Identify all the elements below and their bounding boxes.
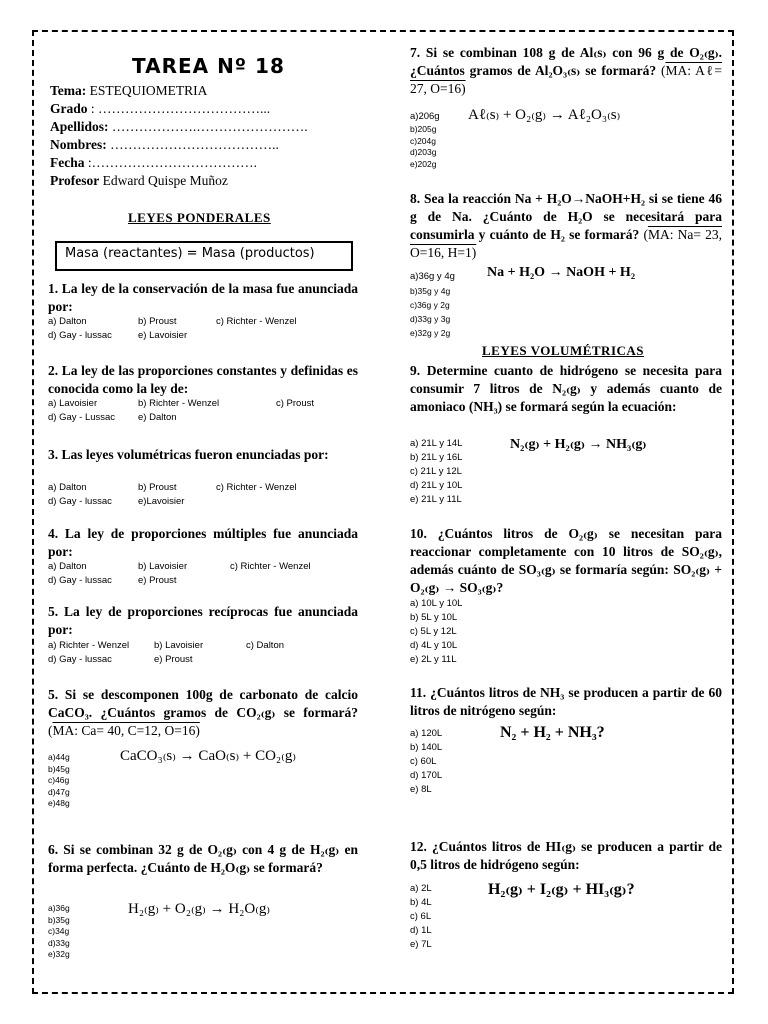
options-q2: a) Lavoisier b) Richter - Wenzel c) Proust d) Gay - Lussac e) Dalton [48, 398, 315, 423]
equation-q8: Na + H₂O → NaOH + H₂ [487, 265, 636, 280]
options-q5b: a)44g b)45g c)46g d)47g e)48g [48, 752, 70, 808]
options-q8: a)36g y 4g b)35g y 4g c)36g y 2g d)33g y 3g e)32g y 2g [410, 271, 455, 338]
options-q3: a) Dalton b) Proust c) Richter - Wenzel d) Gay - lussac e)Lavoisier [48, 482, 297, 507]
question-5: 5. La ley de proporciones recíprocas fue anunciada por: [48, 604, 358, 637]
question-10: 10. ¿Cuántos litros de O₂₍g₎ se necesitan para reaccionar completamente con 10 litros de SO₂₍g₎, además cuánto de SO₃₍g₎ se formaría según: SO₂₍g₎ + O₂₍g₎ → SO₃₍g₎? [410, 526, 722, 595]
formula-box: Masa (reactantes) = Masa (productos) [55, 241, 353, 271]
question-12: 12. ¿Cuántos litros de HI₍g₎ se producen a partir de 0,5 litros de hidrógeno según: [410, 839, 722, 872]
question-5b: 5. Si se descomponen 100g de carbonato de calcio CaCO₃. ¿Cuántos gramos de CO₂₍g₎ se formará? (MA: Ca= 40, C=12, O=16) [48, 687, 358, 738]
field-fecha: Fecha :………………………………. [50, 155, 258, 170]
field-apellidos: Apellidos: ……………….……………………. [50, 119, 308, 134]
field-profesor: Profesor Edward Quispe Muñoz [50, 173, 228, 188]
options-q12: a) 2L b) 4L c) 6L d) 1L e) 7L [410, 883, 432, 950]
page-title: TAREA Nº 18 [132, 54, 285, 78]
equation-q7: Aℓ₍s₎ + O₂₍g₎ → Aℓ₂O₃₍s₎ [468, 107, 621, 123]
options-q10: a) 10L y 10L b) 5L y 10L c) 5L y 12L d) 4L y 10L e) 2L y 11L [410, 598, 463, 665]
question-4: 4. La ley de proporciones múltiples fue anunciada por: [48, 526, 358, 559]
options-q1: a) Dalton b) Proust c) Richter - Wenzel d) Gay - lussac e) Lavoisier [48, 316, 297, 341]
question-6: 6. Si se combinan 32 g de O₂₍g₎ con 4 g de H₂₍g₎ en forma perfecta. ¿Cuánto de H₂O₍g₎ se formará? [48, 842, 358, 875]
options-q4: a) Dalton b) Lavoisier c) Richter - Wenzel d) Gay - lussac e) Proust [48, 561, 311, 586]
equation-q12: H₂₍g₎ + I₂₍g₎ + HI₃₍g₎? [488, 881, 635, 898]
options-q5: a) Richter - Wenzel b) Lavoisier c) Dalton d) Gay - lussac e) Proust [48, 640, 285, 665]
field-grado: Grado : ………………………………... [50, 101, 271, 116]
equation-q5b: CaCO₃₍s₎ → CaO₍s₎ + CO₂₍g₎ [120, 748, 297, 764]
question-3: 3. Las leyes volumétricas fueron enunciadas por: [48, 447, 329, 462]
header-fields [50, 82, 308, 190]
options-q6: a)36g b)35g c)34g d)33g e)32g [48, 903, 70, 959]
equation-q9: N₂₍g₎ + H₂₍g₎ → NH₃₍g₎ [510, 437, 647, 452]
options-q11: a) 120L b) 140L c) 60L d) 170L e) 8L [410, 728, 443, 795]
question-2: 2. La ley de las proporciones constantes y definidas es conocida como la ley de: [48, 363, 358, 396]
question-1: 1. La ley de la conservación de la masa fue anunciada por: [48, 281, 358, 314]
question-7: 7. Si se combinan 108 g de Al₍s₎ con 96 g de O₂₍g₎.¿Cuántos gramos de Al₂O₃₍s₎ se formará? (MA: Aℓ= 27, O=16) [410, 45, 723, 96]
question-9: 9. Determine cuanto de hidrógeno se necesita para consumir 7 litros de N₂₍g₎ y además cuanto de amoniaco (NH₃) se formará según la ecuación: [410, 363, 722, 414]
equation-q11: N₂ + H₂ + NH₃? [500, 724, 605, 741]
question-8: 8. Sea la reacción Na + H₂O→NaOH+H₂ si se tiene 46 g de Na. ¿Cuánto de H₂O se necesitará para consumirla y cuánto de H₂ se formará? (MA: Na= 23, O=16, H=1) [410, 191, 723, 260]
section-ponderales: LEYES PONDERALES [128, 210, 271, 225]
section-volumetricas: LEYES VOLUMÉTRICAS [482, 343, 645, 358]
field-nombres: Nombres: ……………………………….. [50, 137, 279, 152]
options-q9: a) 21L y 14L b) 21L y 16L c) 21L y 12L d) 21L y 10L e) 21L y 11L [410, 438, 463, 505]
equation-q6: H₂₍g₎ + O₂₍g₎ → H₂O₍g₎ [128, 901, 271, 917]
question-11: 11. ¿Cuántos litros de NH₃ se producen a partir de 60 litros de nitrógeno según: [410, 685, 722, 718]
field-tema: Tema: ESTEQUIOMETRIA [50, 83, 208, 98]
options-q7: a)206g b)205g c)204g d)203g e)202g [410, 111, 440, 169]
